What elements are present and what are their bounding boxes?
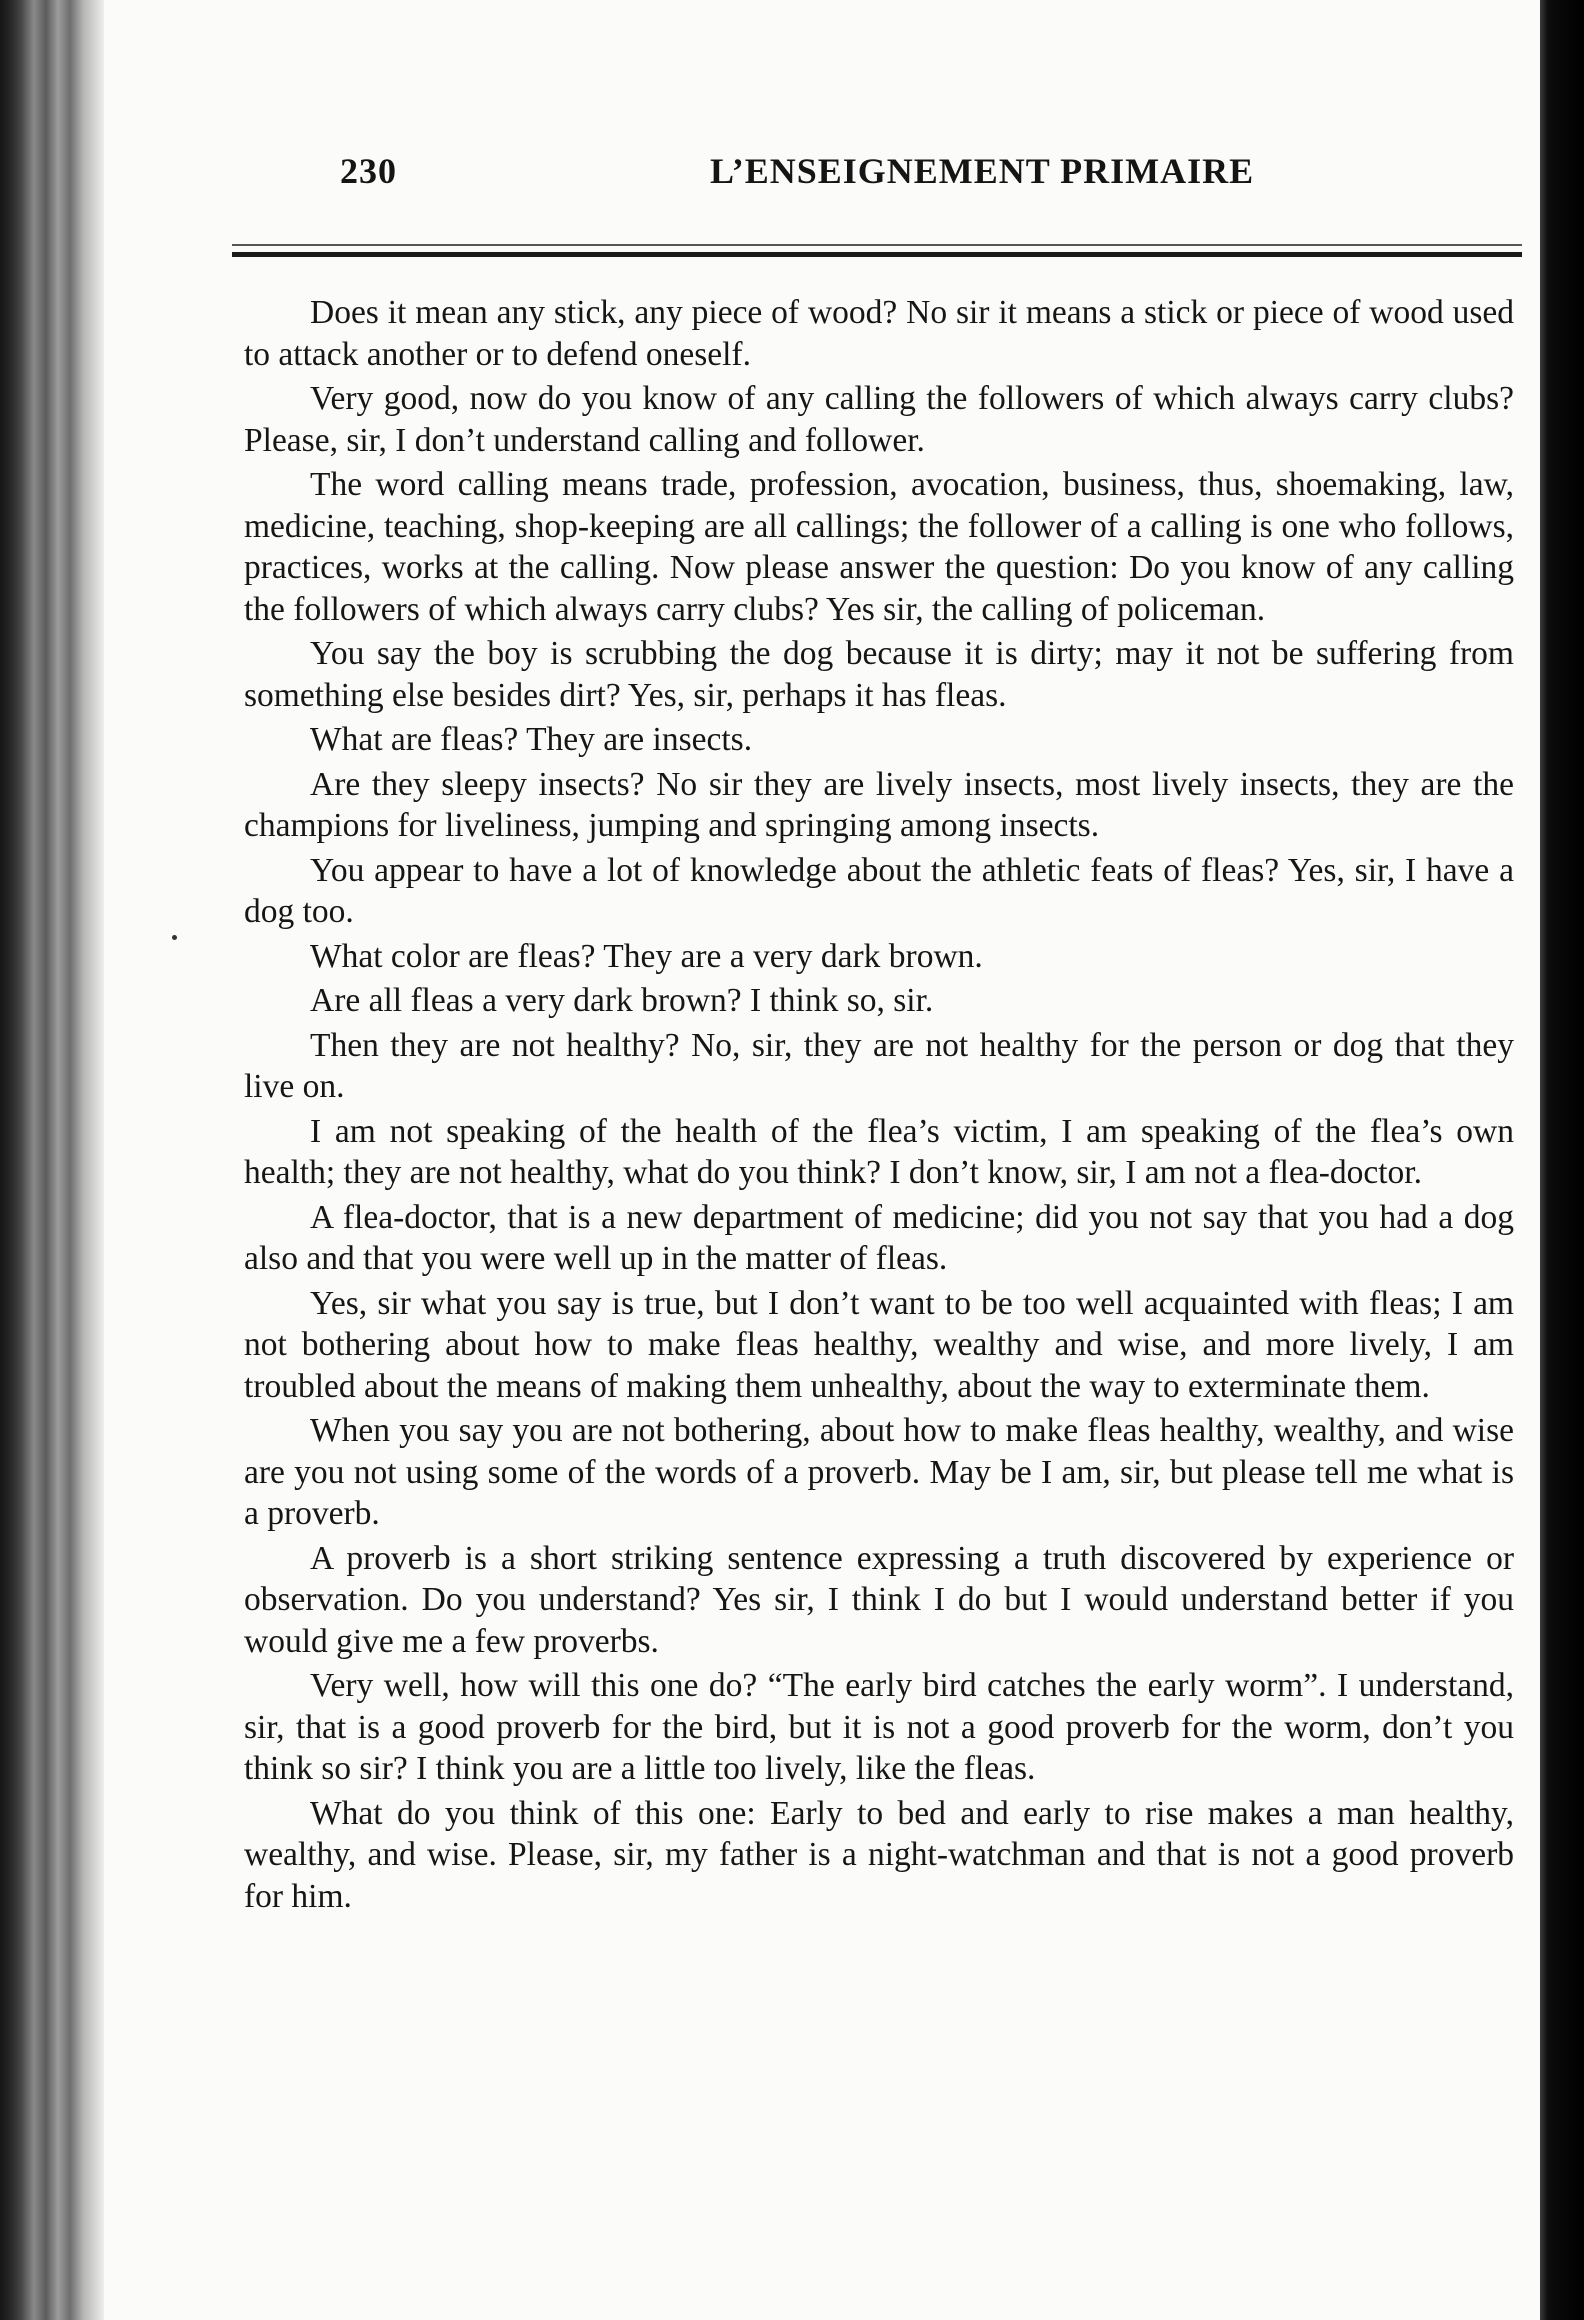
scan-right-edge: [1540, 0, 1584, 2320]
paragraph: You appear to have a lot of knowledge about the athletic feats of fleas? Yes, sir, I have a dog too.: [244, 851, 1514, 930]
paragraph: Yes, sir what you say is true, but I don’t want to be too well acquainted with fleas; I am not bothering about how to make fleas healthy, wealthy and wise, and more lively, I am troubled about the means of making them unhealthy, about the way to exterminate them.: [244, 1284, 1514, 1405]
paragraph: Then they are not healthy? No, sir, they are not healthy for the person or dog that they live on.: [244, 1026, 1514, 1105]
paragraph: Are all fleas a very dark brown? I think so, sir.: [310, 982, 934, 1019]
paragraph: Very good, now do you know of any calling the followers of which always carry clubs? Please, sir, I don’t understand calling and follower.: [244, 380, 1514, 459]
paragraph: Are they sleepy insects? No sir they are lively insects, most lively insects, they are the champions for liveliness, jumping and springing among insects.: [244, 765, 1514, 844]
paragraph: A flea-doctor, that is a new department of medicine; did you not say that you had a dog also and that you were well up in the matter of fleas.: [244, 1198, 1514, 1277]
paragraph: The word calling means trade, profession, avocation, business, thus, shoemaking, law, medicine, teaching, shop-keeping are all callings; the follower of a calling is one who follows, practices, works at the calling. Now please answer the question: Do you know of any calling the followers of which always carry clubs? Yes sir, the calling of policeman.: [244, 466, 1514, 628]
header-rule-thick: [232, 252, 1522, 257]
paragraph: You say the boy is scrubbing the dog because it is dirty; may it not be suffering from something else besides dirt? Yes, sir, perhaps it has fleas.: [244, 635, 1514, 714]
running-title: L’ENSEIGNEMENT PRIMAIRE: [710, 151, 1255, 191]
book-binding-gutter: [0, 0, 104, 2320]
paragraph: What are fleas? They are insects.: [310, 721, 753, 758]
paragraph: I am not speaking of the health of the flea’s victim, I am speaking of the flea’s own health; they are not healthy, what do you think? I don’t know, sir, I am not a flea-doctor.: [244, 1112, 1514, 1191]
page-body-text: [244, 292, 1514, 1920]
paragraph: Does it mean any stick, any piece of wood? No sir it means a stick or piece of wood used to attack another or to defend oneself.: [244, 294, 1514, 373]
ink-speck: [172, 935, 177, 940]
paragraph: What do you think of this one: Early to bed and early to rise makes a man healthy, wealthy, and wise. Please, sir, my father is a night-watchman and that is not a good proverb for him.: [244, 1794, 1514, 1915]
paragraph: What color are fleas? They are a very dark brown.: [310, 937, 983, 975]
header-rule-thin: [232, 244, 1522, 246]
page-number: 230: [340, 151, 397, 191]
paragraph: A proverb is a short striking sentence expressing a truth discovered by experience or observation. Do you understand? Yes sir, I think I do but I would understand better if you would give me a few proverbs.: [244, 1539, 1514, 1660]
paragraph: When you say you are not bothering, about how to make fleas healthy, wealthy, and wise are you not using some of the words of a proverb. May be I am, sir, but please tell me what is a proverb.: [244, 1412, 1514, 1532]
paragraph: Very well, how will this one do? “The early bird catches the early worm”. I understand, sir, that is a good proverb for the bird, but it is not a good proverb for the worm, don’t you think so sir? I think you are a little too lively, like the fleas.: [244, 1667, 1514, 1787]
page-header: [240, 150, 1520, 210]
